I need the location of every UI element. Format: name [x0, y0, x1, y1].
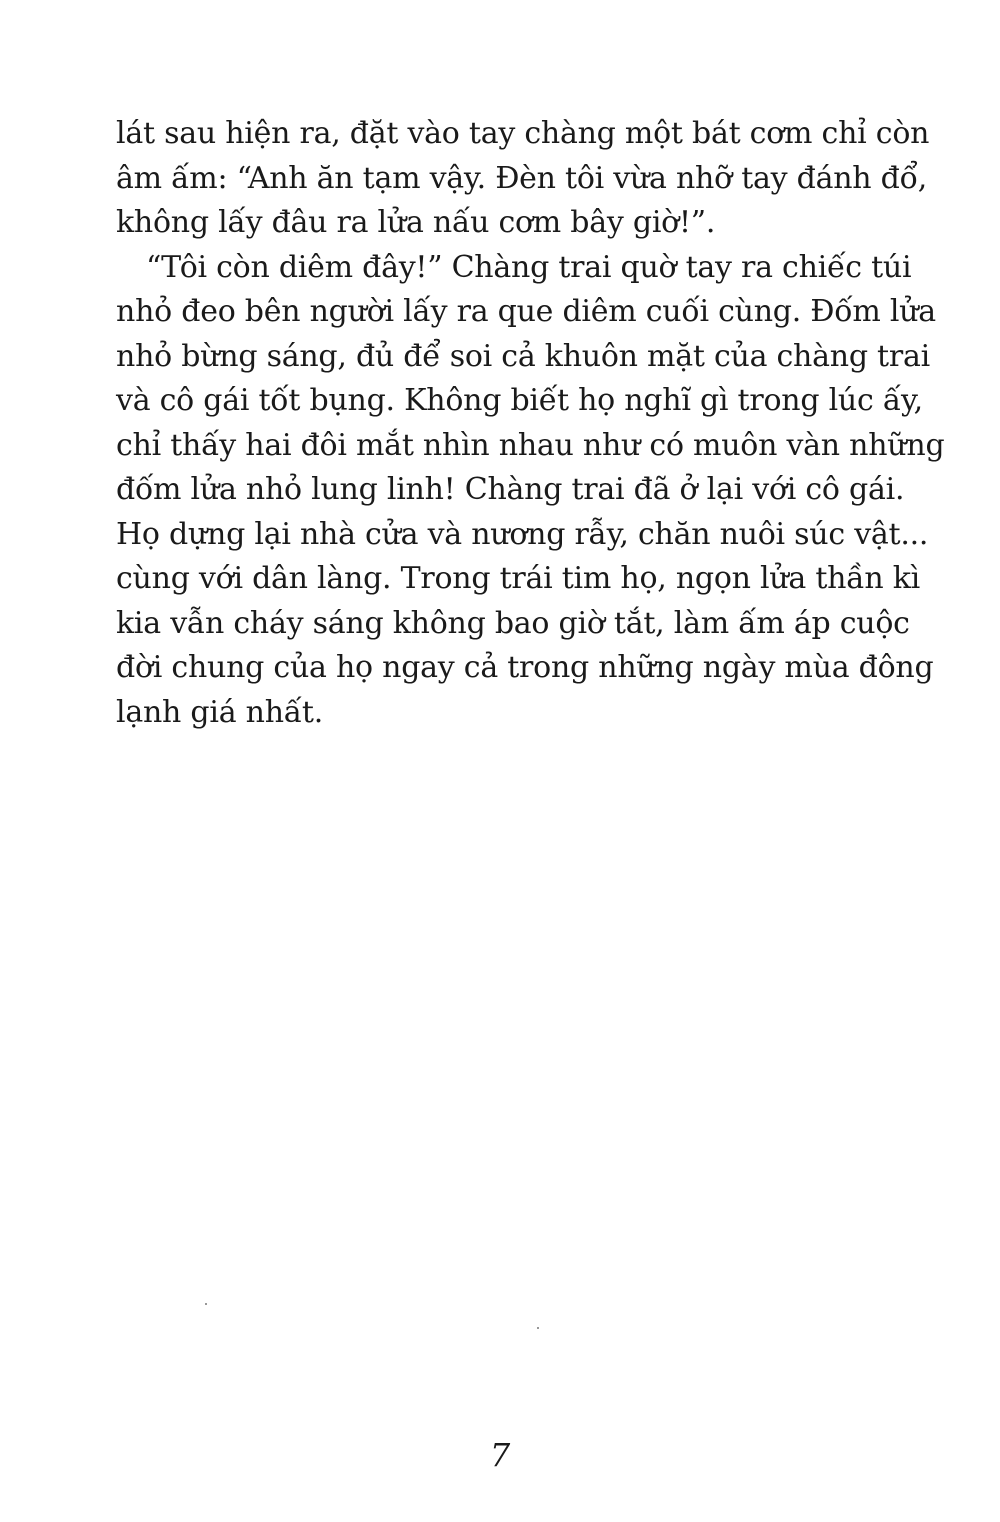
- text-line-indented: “Tôi còn diêm đây!” Chàng trai quờ tay ra chiếc túi: [146, 249, 912, 285]
- text-line: nhỏ bừng sáng, đủ để soi cả khuôn mặt của chàng trai: [116, 338, 930, 374]
- text-line: đốm lửa nhỏ lung linh! Chàng trai đã ở lại với cô gái.: [116, 472, 905, 507]
- page-number: 7: [489, 1436, 511, 1474]
- body-text: [116, 112, 945, 735]
- text-line: đời chung của họ ngay cả trong những ngày mùa đông: [116, 650, 934, 685]
- scan-speck: [537, 1327, 539, 1329]
- text-line: không lấy đâu ra lửa nấu cơm bây giờ!”.: [116, 205, 716, 240]
- text-line: lát sau hiện ra, đặt vào tay chàng một bát cơm chỉ còn: [116, 116, 930, 151]
- text-line: nhỏ đeo bên người lấy ra que diêm cuối cùng. Đốm lửa: [116, 294, 936, 329]
- scan-speck: [205, 1303, 207, 1305]
- text-line: Họ dựng lại nhà cửa và nương rẫy, chăn nuôi súc vật...: [116, 516, 929, 552]
- text-line: cùng với dân làng. Trong trái tim họ, ngọn lửa thần kì: [116, 561, 920, 596]
- text-line: chỉ thấy hai đôi mắt nhìn nhau như có muôn vàn những: [116, 427, 945, 463]
- text-line: kia vẫn cháy sáng không bao giờ tắt, làm ấm áp cuộc: [116, 605, 910, 641]
- text-line: âm ấm: “Anh ăn tạm vậy. Đèn tôi vừa nhỡ tay đánh đổ,: [116, 160, 927, 196]
- text-line: và cô gái tốt bụng. Không biết họ nghĩ gì trong lúc ấy,: [116, 383, 923, 418]
- text-line: lạnh giá nhất.: [116, 694, 323, 730]
